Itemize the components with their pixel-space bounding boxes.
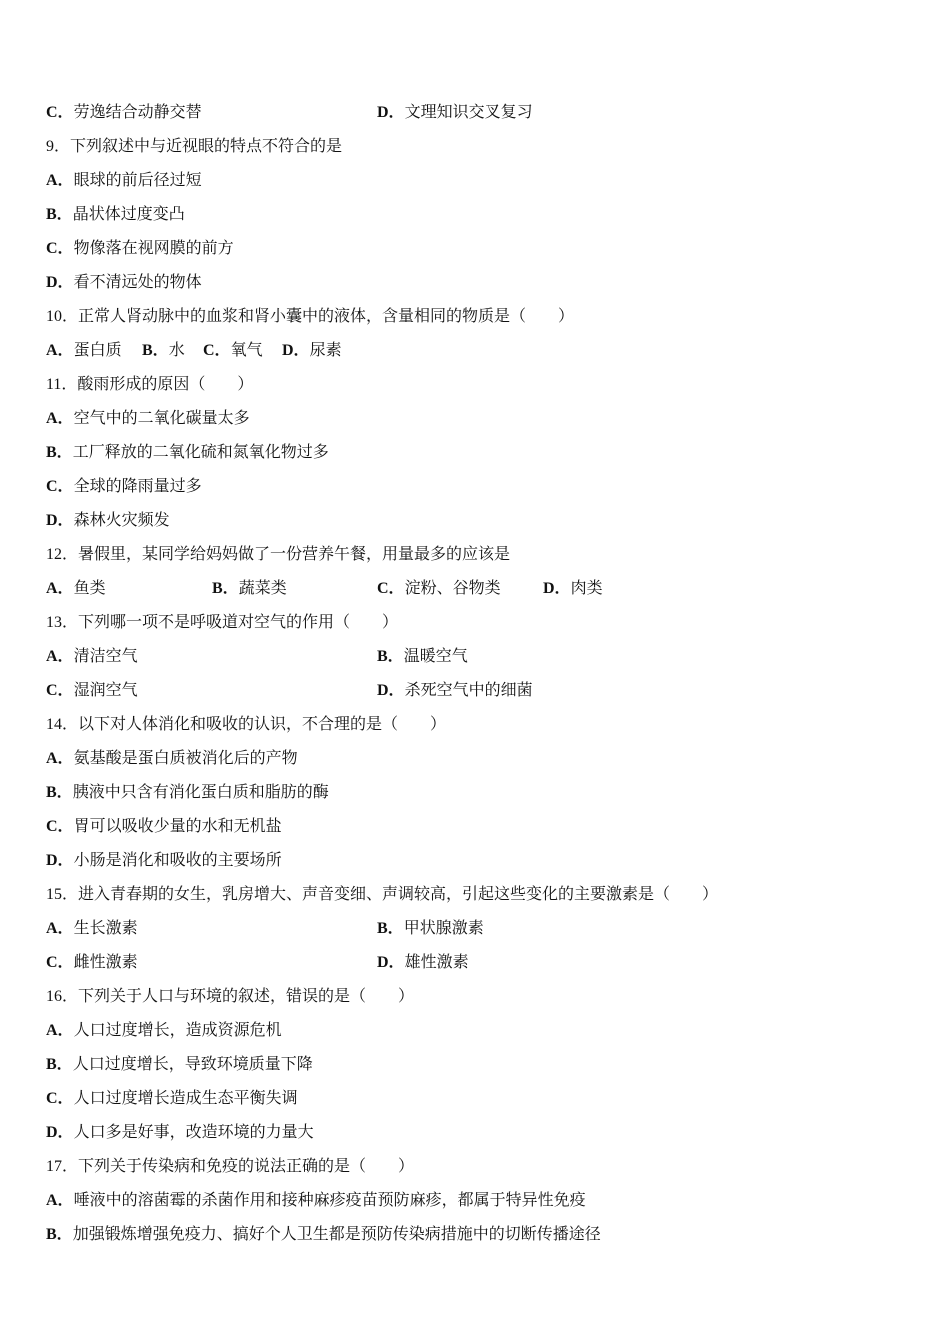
- q11-option-d: D．森林火灾频发: [46, 510, 170, 529]
- q9-option-d: D．看不清远处的物体: [46, 272, 202, 291]
- q15-option-a: A．生长激素: [46, 918, 138, 937]
- q12-option-b: B．蔬菜类: [212, 578, 287, 597]
- q9-stem: 9．下列叙述中与近视眼的特点不符合的是: [46, 136, 343, 155]
- q13-option-b: B．温暖空气: [377, 646, 468, 665]
- q10-option-c: C．氧气: [203, 340, 263, 359]
- q12-option-c: C．淀粉、谷物类: [377, 578, 501, 597]
- q17-stem: 17．下列关于传染病和免疫的说法正确的是（ ）: [46, 1156, 415, 1175]
- q15-stem: 15．进入青春期的女生，乳房增大、声音变细、声调较高，引起这些变化的主要激素是（ ）: [46, 884, 719, 903]
- q14-option-b: B．胰液中只含有消化蛋白质和脂肪的酶: [46, 782, 329, 801]
- q11-stem: 11．酸雨形成的原因（ ）: [46, 374, 254, 393]
- q11-option-a: A．空气中的二氧化碳量太多: [46, 408, 250, 427]
- q9-option-c: C．物像落在视网膜的前方: [46, 238, 234, 257]
- q13-option-a: A．清洁空气: [46, 646, 138, 665]
- q16-option-b: B．人口过度增长，导致环境质量下降: [46, 1054, 313, 1073]
- q9-option-b: B．晶状体过度变凸: [46, 204, 185, 223]
- q13-option-c: C．湿润空气: [46, 680, 138, 699]
- q9-option-a: A．眼球的前后径过短: [46, 170, 202, 189]
- q15-option-b: B．甲状腺激素: [377, 918, 484, 937]
- q12-option-d: D．肉类: [543, 578, 603, 597]
- q11-option-c: C．全球的降雨量过多: [46, 476, 202, 495]
- q13-stem: 13．下列哪一项不是呼吸道对空气的作用（ ）: [46, 612, 399, 631]
- q14-option-d: D．小肠是消化和吸收的主要场所: [46, 850, 282, 869]
- q8-option-c: C．劳逸结合动静交替: [46, 102, 202, 121]
- q15-option-d: D．雄性激素: [377, 952, 469, 971]
- q10-option-a: A．蛋白质: [46, 340, 122, 359]
- q16-stem: 16．下列关于人口与环境的叙述，错误的是（ ）: [46, 986, 415, 1005]
- q14-option-c: C．胃可以吸收少量的水和无机盐: [46, 816, 282, 835]
- q13-option-d: D．杀死空气中的细菌: [377, 680, 533, 699]
- q10-option-d: D．尿素: [282, 340, 342, 359]
- q8-option-d: D．文理知识交叉复习: [377, 102, 533, 121]
- q15-option-c: C．雌性激素: [46, 952, 138, 971]
- q17-option-b: B．加强锻炼增强免疫力、搞好个人卫生都是预防传染病措施中的切断传播途径: [46, 1224, 601, 1243]
- q17-option-a: A．唾液中的溶菌霉的杀菌作用和接种麻疹疫苗预防麻疹，都属于特异性免疫: [46, 1190, 586, 1209]
- q14-stem: 14．以下对人体消化和吸收的认识，不合理的是（ ）: [46, 714, 447, 733]
- q12-stem: 12．暑假里，某同学给妈妈做了一份营养午餐，用量最多的应该是: [46, 544, 511, 563]
- q16-option-d: D．人口多是好事，改造环境的力量大: [46, 1122, 314, 1141]
- q16-option-a: A．人口过度增长，造成资源危机: [46, 1020, 282, 1039]
- q11-option-b: B．工厂释放的二氧化硫和氮氧化物过多: [46, 442, 329, 461]
- q10-option-b: B．水: [142, 340, 185, 359]
- q10-stem: 10．正常人肾动脉中的血浆和肾小囊中的液体，含量相同的物质是（ ）: [46, 306, 575, 325]
- q12-option-a: A．鱼类: [46, 578, 106, 597]
- q16-option-c: C．人口过度增长造成生态平衡失调: [46, 1088, 298, 1107]
- q14-option-a: A．氨基酸是蛋白质被消化后的产物: [46, 748, 298, 767]
